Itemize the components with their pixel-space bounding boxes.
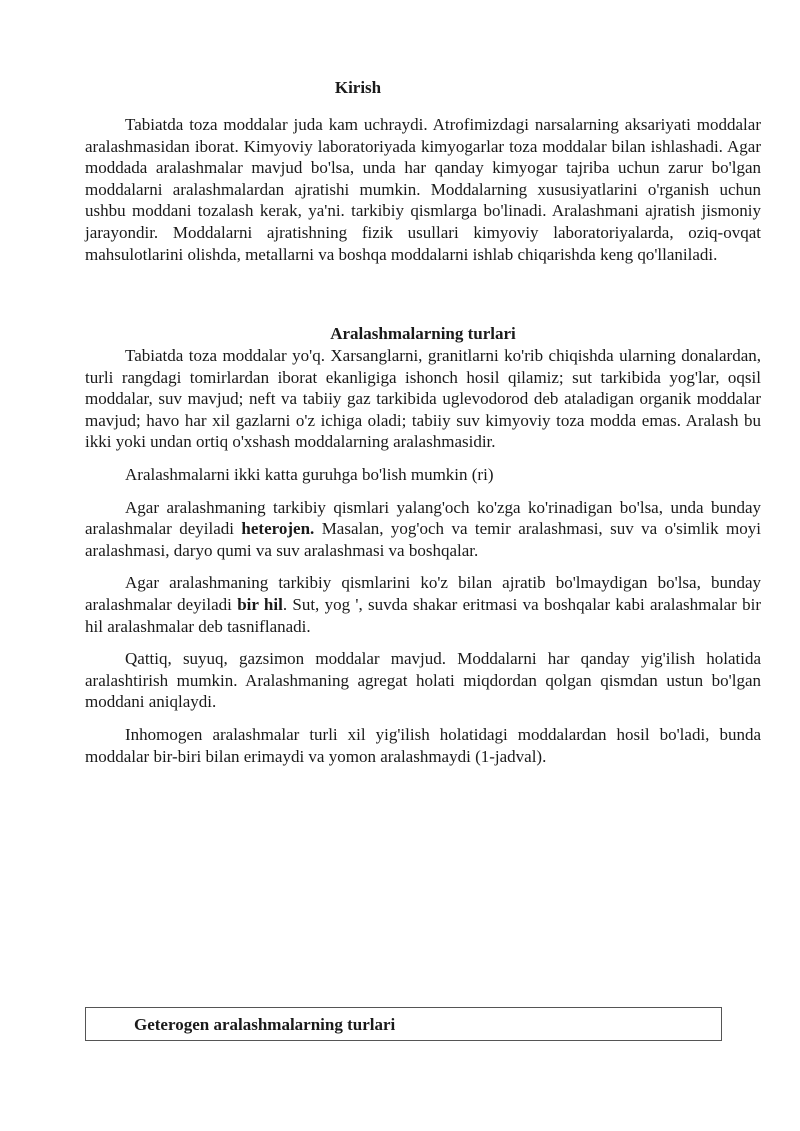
types-paragraph-6: Inhomogen aralashmalar turli xil yig'ilish holatidagi moddalardan hosil bo'ladi, bunda moddalar bir-biri bilan erimaydi va yomon aralashmaydi (1-jadval).: [85, 724, 761, 766]
table-heterogeneous-types: [85, 1007, 722, 1041]
p4-text-start: Agar aralashmaning tarkibiy qismlarini ko'z bilan ajratib bo'lmaydigan bo'lsa, bunday aralashmalar deyiladi: [85, 573, 761, 614]
table-header: Geterogen aralashmalarning turlari: [134, 1015, 396, 1034]
p3-text-start: Agar aralashmaning tarkibiy qismlari yalang'och ko'zga ko'rinadigan bo'lsa, unda bunday aralashmalar deyiladi: [85, 497, 761, 539]
types-paragraph-5: Qattiq, suyuq, gazsimon moddalar mavjud. Moddalarni har qanday yig'ilish holatida aralashtirish mumkin. Aralashmaning agregat holati miqdordan qolgan qismdan ustun bo'lgan moddani aniqlaydi.: [85, 649, 761, 712]
term-heterogeneous: heterojen.: [241, 519, 315, 539]
section-title-intro: Kirish: [334, 78, 382, 97]
term-homogeneous: bir hil: [237, 594, 283, 614]
intro-paragraph: Tabiatda toza moddalar juda kam uchraydi. Atrofimizdagi narsalarning aksariyati moddalar aralashmasidan iborat. Kimyoviy laboratoriyada kimyogarlar toza moddalar bilan ishlashadi. Agar moddada aralashmalar mavjud bo'lsa, unda har qanday kimyogar tajriba uchun zarur bo'lgan moddalarni aralashmalardan ajratishi mumkin. Moddalarning xususiyatlarini o'rganish uchun ushbu moddani tozalash kerak, ya'ni. tarkibiy qismlarga bo'linadi. Aralashmani ajratish jismoniy jarayondir. Moddalarni ajratishning fizik usullari kimyoviy laboratoriyalarda, oziq-ovqat mahsulotlarini olishda, metallarni va boshqa moddalarni ishlab chiqarishda keng qo'llaniladi.: [85, 115, 761, 264]
types-paragraph-2: Aralashmalarni ikki katta guruhga bo'lish mumkin (ri): [125, 464, 494, 484]
intro-section: [85, 114, 761, 265]
types-paragraph-3: [85, 497, 761, 562]
types-paragraph-4: [85, 572, 761, 637]
section-title-mixture-types: Aralashmalarning turlari: [330, 324, 516, 343]
p3-text-end: Masalan, yog'och va temir aralashmasi, suv va o'simlik moyi aralashmasi, daryo qumi va suv aralashmasi va boshqalar.: [85, 519, 761, 560]
p4-text-end: . Sut, yog ', suvda shakar eritmasi va boshqalar kabi aralashmalar bir hil aralashmalar deb tasniflanadi.: [85, 594, 761, 636]
mixture-types-section: [85, 345, 761, 767]
types-paragraph-1: Tabiatda toza moddalar yo'q. Xarsanglarni, granitlarni ko'rib chiqishda ularning donalardan, turli rangdagi tomirlardan iborat ekanligiga ishonch hosil qilamiz; sut tarkibida yog'lar, oqsil moddalar, suv mavjud; neft va tabiiy gaz tarkibida uglevodorod deb ataladigan organik moddalar mavjud; havo har xil gazlarni o'z ichiga oladi; tabiiy suv kimyoviy toza modda emas. Aralash bu ikki yoki undan ortiq o'xshash moddalarning aralashmasidir.: [85, 346, 761, 452]
